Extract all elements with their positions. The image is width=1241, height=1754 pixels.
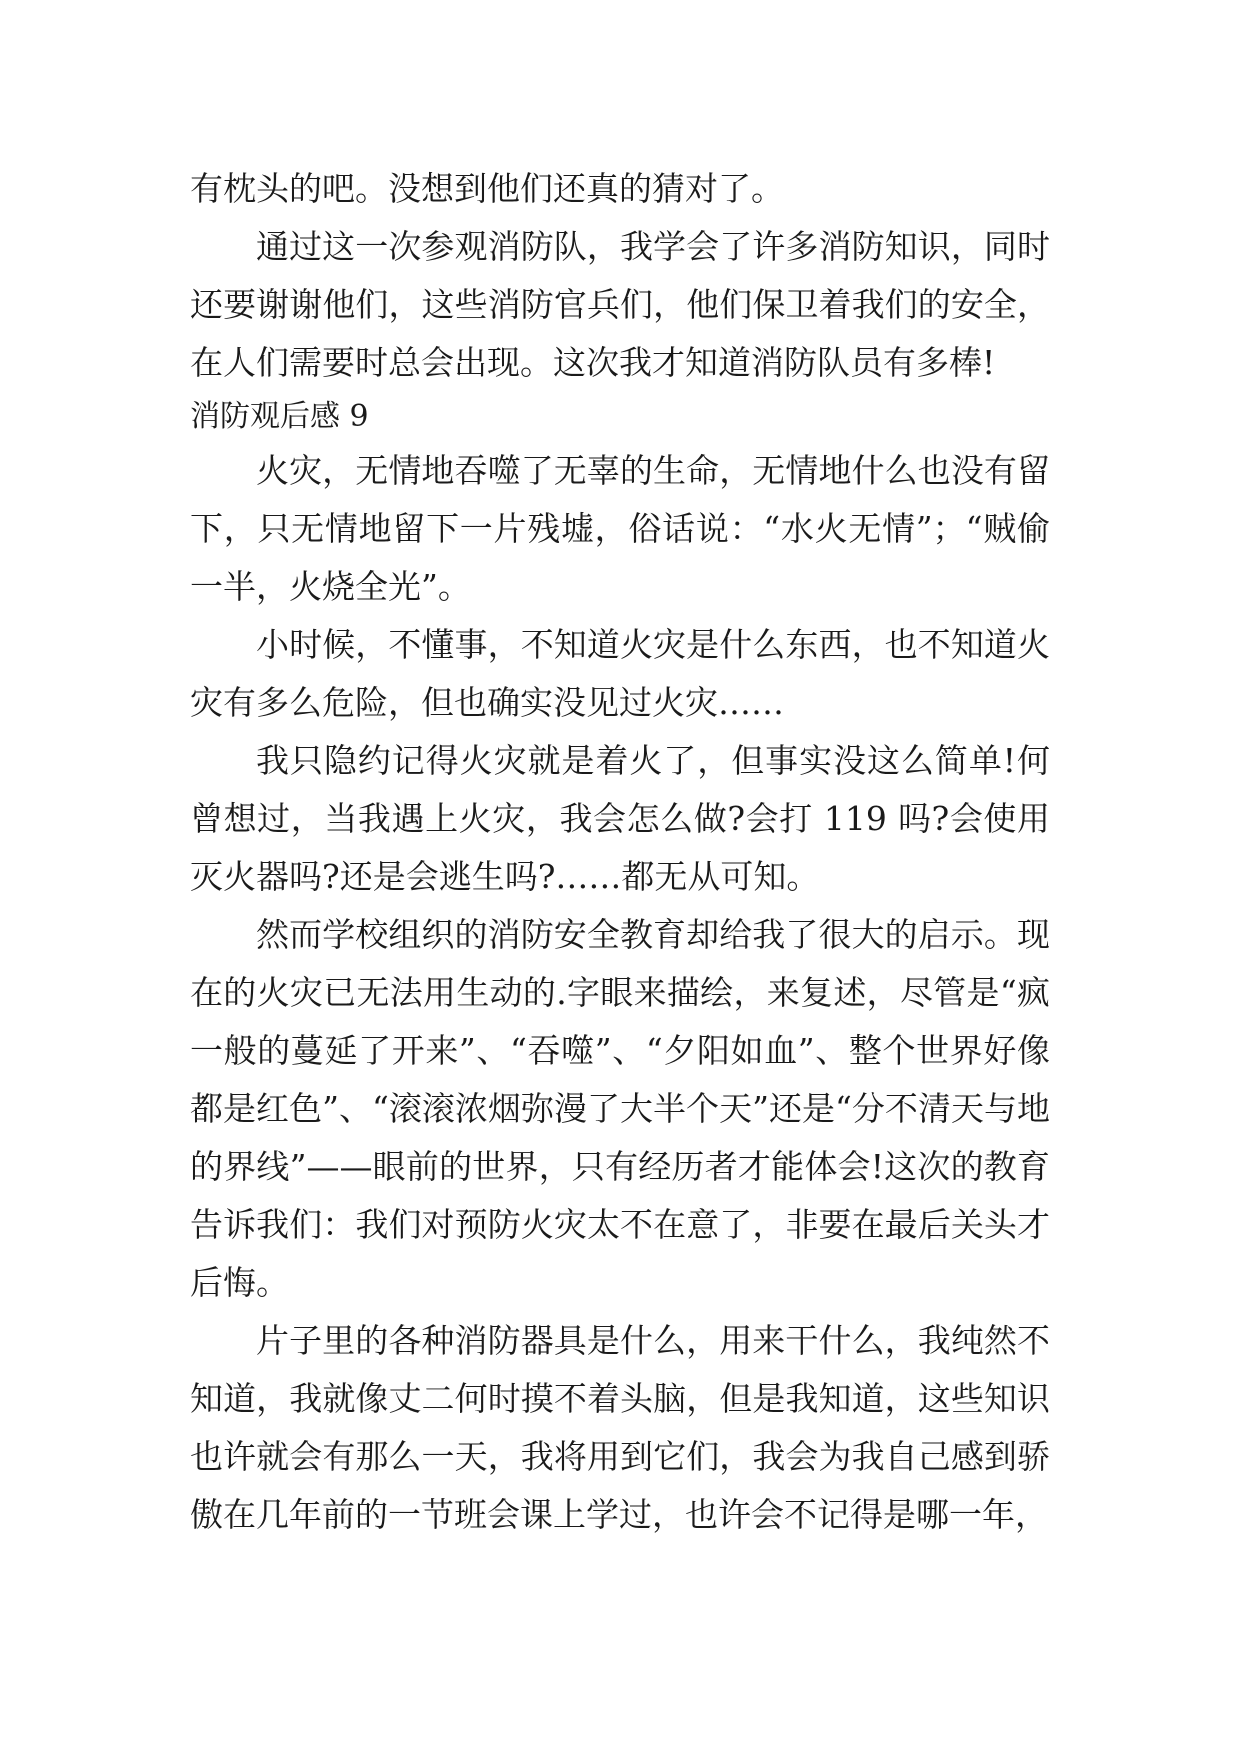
- paragraph-continued: 有枕头的吧。没想到他们还真的猜对了。: [190, 169, 784, 208]
- section-title: 消防观后感 9: [190, 399, 369, 434]
- document-body: [190, 160, 1050, 1544]
- paragraph: 然而学校组织的消防安全教育却给我了很大的启示。现在的火灾已无法用生动的.字眼来描绘，来复述，尽管是“疯一般的蔓延了开来”、“吞噬”、“夕阳如血”、整个世界好像都是红色”、“滚滚浓烟弥漫了大半个天”还是“分不清天与地的界线”——眼前的世界，只有经历者才能体会!这次的教育告诉我们：我们对预防火灾太不在意了，非要在最后关头才后悔。: [190, 915, 1050, 1302]
- paragraph: 片子里的各种消防器具是什么，用来干什么，我纯然不知道，我就像丈二何时摸不着头脑，但是我知道，这些知识也许就会有那么一天，我将用到它们，我会为我自己感到骄傲在几年前的一节班会课上学过，也许会不记得是哪一年，: [190, 1321, 1050, 1534]
- paragraph: 我只隐约记得火灾就是着火了，但事实没这么简单!何曾想过，当我遇上火灾，我会怎么做?会打 119 吗?会使用灭火器吗?还是会逃生吗?……都无从可知。: [190, 741, 1050, 896]
- paragraph: 小时候，不懂事，不知道火灾是什么东西，也不知道火灾有多么危险，但也确实没见过火灾……: [190, 625, 1050, 722]
- paragraph: 通过这一次参观消防队，我学会了许多消防知识，同时还要谢谢他们，这些消防官兵们，他们保卫着我们的安全，在人们需要时总会出现。这次我才知道消防队员有多棒!: [190, 227, 1050, 382]
- paragraph: 火灾，无情地吞噬了无辜的生命，无情地什么也没有留下，只无情地留下一片残墟，俗话说：“水火无情”；“贼偷一半，火烧全光”。: [190, 451, 1050, 606]
